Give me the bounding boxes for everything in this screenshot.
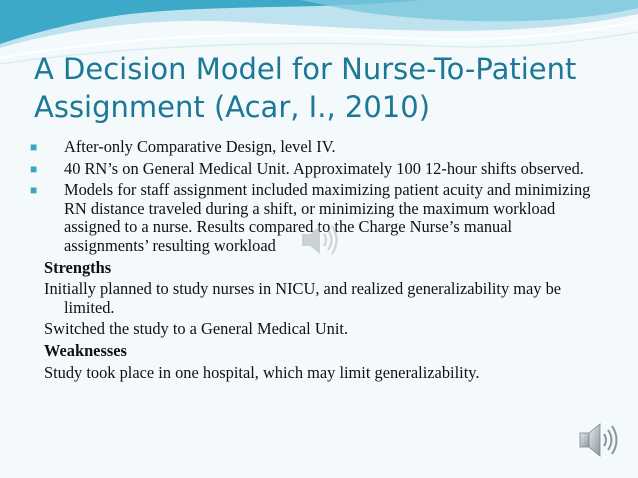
weaknesses-item: Study took place in one hospital, which may limit generalizability. [44,362,480,382]
strengths-heading: Strengths [44,257,112,277]
speaker-icon[interactable] [300,222,340,258]
strengths-item: Switched the study to a General Medical Unit. [44,319,349,339]
square-bullet-icon: ■ [30,161,38,176]
square-bullet-icon: ■ [30,183,38,198]
bullet-item [30,158,594,179]
bullet-text: After-only Comparative Design, level IV. [64,137,336,156]
bullet-item [30,137,594,157]
weaknesses-heading: Weaknesses [44,340,127,360]
strengths-item: Initially planned to study nurses in NICU, and realized generalizability may be limited. [44,279,562,317]
slide-title: A Decision Model for Nurse-To-Patient Assignment (Acar, I., 2010) [34,52,577,124]
speaker-icon[interactable] [578,420,622,460]
bullet-text: Models for staff assignment included maximizing patient acuity and minimizing RN distance traveled during a shift, or minimizing the maximum workload assigned to a nurse. Results compared to the Charge Nurse’s manual assignments’ resulting workload [64,180,591,255]
slide-body [30,137,594,385]
bullet-text: 40 RN’s on General Medical Unit. Approximately 100 12-hour shifts observed. [64,158,584,178]
square-bullet-icon: ■ [30,140,38,154]
